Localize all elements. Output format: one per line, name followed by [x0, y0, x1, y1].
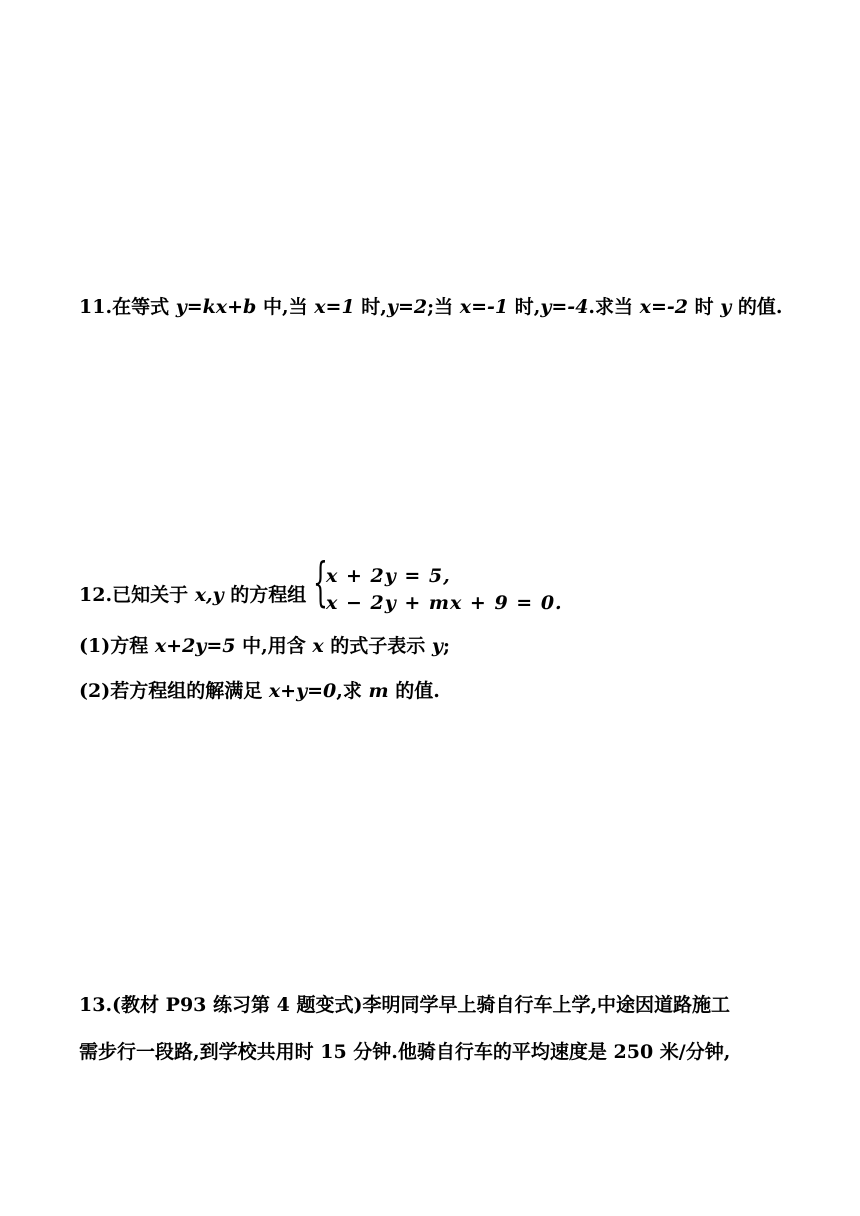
math-variable: x — [312, 635, 324, 657]
math-condition: x=-1 — [459, 296, 509, 318]
math-expression: y=kx+b — [175, 296, 257, 318]
problem-text: 的值. — [388, 680, 440, 702]
problem-text: ;当 — [427, 296, 460, 318]
part-label: (1) — [79, 635, 111, 657]
math-condition: x=1 — [314, 296, 355, 318]
problem-text: 在等式 — [112, 296, 176, 318]
problem-number: 12. — [79, 584, 113, 606]
math-variable: y — [431, 635, 443, 657]
math-condition: y=2 — [386, 296, 428, 318]
problem-text: 已知关于 — [112, 584, 195, 606]
problem-text: .求当 — [588, 296, 640, 318]
math-expression: x+2y=5 — [154, 635, 236, 657]
system-brace: { — [313, 553, 328, 613]
problem-text: 中,当 — [256, 296, 315, 318]
problem-13-line-2: 需步行一段路,到学校共用时 15 分钟.他骑自行车的平均速度是 250 米/分钟, — [79, 1041, 731, 1063]
math-variable: y — [720, 296, 732, 318]
problem-text: 的式子表示 — [323, 635, 432, 657]
problem-text: ,求 — [336, 680, 369, 702]
problem-text: 中,用含 — [235, 635, 313, 657]
part-label: (2) — [79, 680, 111, 702]
problem-12-part-1 — [79, 637, 450, 656]
problem-text: 的方程组 — [223, 584, 307, 606]
problem-text: 时 — [688, 296, 721, 318]
problem-12-lead — [79, 580, 306, 607]
math-expression: x+y=0 — [268, 680, 337, 702]
math-condition: x=-2 — [639, 296, 689, 318]
problem-text: 若方程组的解满足 — [110, 680, 269, 702]
problem-11 — [79, 298, 783, 317]
problem-number: 11. — [79, 296, 113, 318]
problem-12-part-2 — [79, 682, 440, 701]
equation-1: x + 2y = 5, — [326, 565, 451, 587]
problem-text: ; — [442, 635, 450, 657]
math-variable: m — [368, 680, 389, 702]
math-variables: x,y — [194, 584, 224, 606]
problem-text: 时, — [508, 296, 541, 318]
problem-text: 方程 — [110, 635, 155, 657]
problem-13-line-1: 13.(教材 P93 练习第 4 题变式)李明同学早上骑自行车上学,中途因道路施工 — [79, 994, 731, 1016]
equation-2: x − 2y + mx + 9 = 0. — [326, 592, 563, 614]
problem-text: 时, — [354, 296, 387, 318]
problem-text: 的值. — [731, 296, 783, 318]
math-condition: y=-4 — [540, 296, 589, 318]
